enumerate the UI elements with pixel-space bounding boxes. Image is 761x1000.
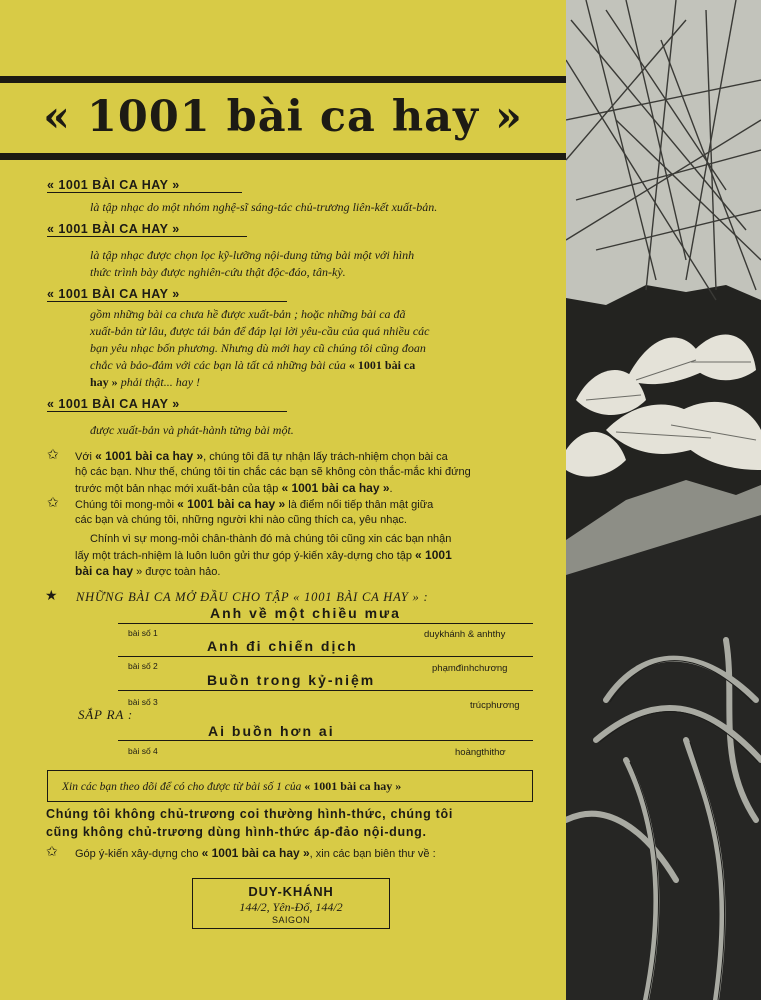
address-name: DUY-KHÁNH <box>248 884 334 899</box>
section-text: xuất-bản từ lâu, được tái bản để đáp lại lời yêu-cầu của quá nhiều các <box>90 324 430 338</box>
heading-underline <box>47 192 242 193</box>
heading-underline <box>47 301 287 302</box>
song-author: phạmđìnhchương <box>432 663 508 674</box>
address-street: 144/2, Yên-Đổ, 144/2 <box>239 900 343 914</box>
opening-songs-heading: NHỮNG BÀI CA MỞ ĐẦU CHO TẬP « 1001 BÀI CA HAY » : <box>76 590 429 604</box>
star-outline-icon: ✩ <box>46 843 58 859</box>
section-heading: « 1001 BÀI CA HAY » <box>47 287 180 301</box>
masthead-bottom-rule <box>0 153 566 160</box>
song-author: trúcphương <box>470 700 520 711</box>
song-title: Ai buồn hơn ai <box>208 723 335 739</box>
section-text: là tập nhạc được chọn lọc kỹ-lưỡng nội-dung từng bài một với hình <box>90 248 415 262</box>
section-heading: « 1001 BÀI CA HAY » <box>47 397 180 411</box>
star-outline-icon: ✩ <box>47 494 59 510</box>
song-title: Buồn trong kỷ-niệm <box>207 672 376 688</box>
section-heading: « 1001 BÀI CA HAY » <box>47 178 180 192</box>
top-rule <box>0 76 566 83</box>
song-number: bài số 4 <box>128 746 158 756</box>
paragraph-line: hộ các bạn. Như thế, chúng tôi tin chắc các bạn sẽ không còn thắc-mắc khi đứng <box>75 466 471 478</box>
section-text: chắc và bảo-đảm với các bạn là tất cả những bài của « 1001 bài ca <box>90 358 416 372</box>
statement-line: cũng không chủ-trương dùng hình-thức áp-đảo nội-dung. <box>46 825 427 839</box>
song-author: duykhánh & anhthy <box>424 629 506 640</box>
song-number: bài số 2 <box>128 661 158 671</box>
address-city: SAIGON <box>271 915 310 925</box>
song-title: Anh đi chiến dịch <box>207 638 358 654</box>
address-box <box>192 878 390 929</box>
section-text: được xuất-bản và phát-hành từng bài một. <box>90 423 294 437</box>
cover-artwork <box>566 0 761 1000</box>
star-outline-icon: ✩ <box>47 446 59 462</box>
section-heading: « 1001 BÀI CA HAY » <box>47 222 180 236</box>
coming-soon-label: SẮP RA : <box>78 707 134 722</box>
heading-underline <box>47 236 247 237</box>
song-underline <box>118 740 533 741</box>
paragraph-line: Chính vì sự mong-mỏi chân-thành đó mà chúng tôi cũng xin các bạn nhận <box>90 533 452 545</box>
section-text: thức trình bày được nghiên-cứu thật độc-đáo, tân-kỳ. <box>90 265 346 279</box>
paragraph-line: trước một bản nhạc mới xuất-bản của tập « 1001 bài ca hay ». <box>75 481 393 495</box>
song-underline <box>118 656 533 657</box>
section-text: hay » phải thật... hay ! <box>90 375 201 389</box>
song-author: hoàngthithơ <box>455 747 506 758</box>
song-title: Anh về một chiều mưa <box>210 605 401 621</box>
follow-notice-box <box>47 770 533 802</box>
song-underline <box>118 623 533 624</box>
star-filled-icon: ★ <box>45 587 58 603</box>
paragraph-line: lấy một trách-nhiệm là luôn luôn gửi thư góp ý-kiến xây-dựng cho tập « 1001 <box>75 548 452 562</box>
contribute-line: Góp ý-kiến xây-dựng cho « 1001 bài ca hay », xin các bạn biên thư về : <box>75 846 436 860</box>
song-number: bài số 1 <box>128 628 158 638</box>
section-text: là tập nhạc do một nhóm nghệ-sĩ sáng-tác chủ-trương liên-kết xuất-bản. <box>90 200 438 214</box>
paragraph-line: các bạn và chúng tôi, những người khi nào cũng thích ca, yêu nhạc. <box>75 514 407 526</box>
statement-line: Chúng tôi không chủ-trương coi thường hình-thức, chúng tôi <box>46 807 453 821</box>
paragraph-line: Chúng tôi mong-mỏi « 1001 bài ca hay » là điểm nối tiếp thân mật giữa <box>75 497 434 511</box>
song-underline <box>118 690 533 691</box>
section-text: bạn yêu nhạc bốn phương. Nhưng dù mới hay cũ chúng tôi cũng đoan <box>90 341 426 355</box>
follow-notice-text: Xin các bạn theo dõi để có cho được từ bài số 1 của « 1001 bài ca hay » <box>62 779 402 793</box>
section-text: gồm những bài ca chưa hề được xuất-bản ; hoặc những bài ca đã <box>90 307 406 321</box>
song-number: bài số 3 <box>128 697 158 707</box>
masthead-title: « 1001 bài ca hay » <box>43 92 523 142</box>
paragraph-line: Với « 1001 bài ca hay », chúng tôi đã tự nhận lấy trách-nhiệm chọn bài ca <box>75 449 448 463</box>
heading-underline <box>47 411 287 412</box>
paragraph-line: bài ca hay » được toàn hảo. <box>75 564 221 578</box>
